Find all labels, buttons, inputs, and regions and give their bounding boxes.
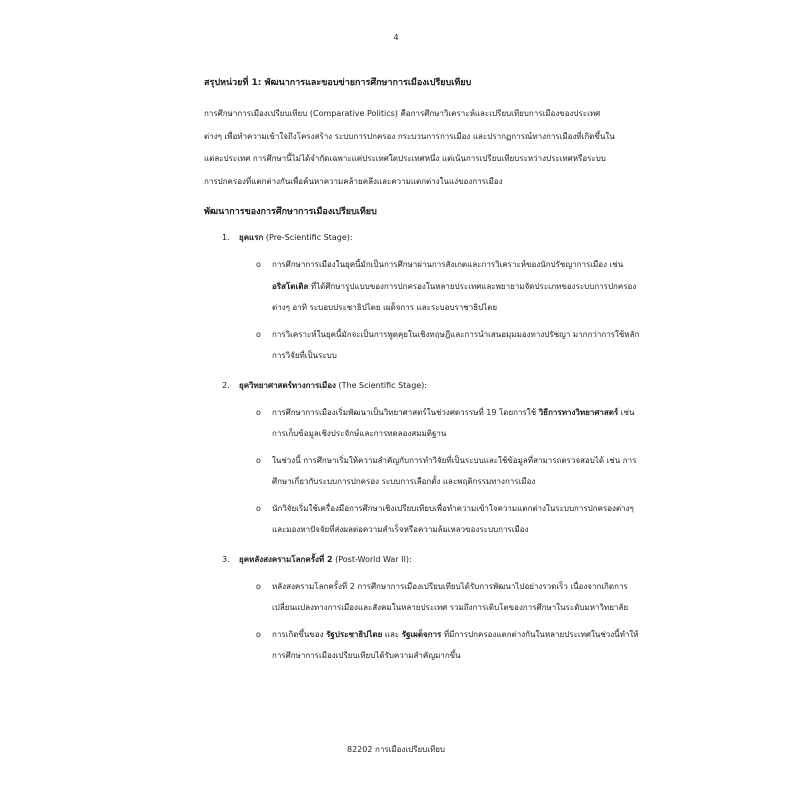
stage-number: 1. xyxy=(222,233,230,242)
bullet-bold-text: อริสโตเติล xyxy=(272,281,309,291)
intro-line: แต่ละประเทศ การศึกษานี้ไม่ได้จำกัดเฉพาะแค่ประเทศใดประเทศหนึ่ง แต่เน้นการเปรียบเทียบระหว่างประเทศหรือระบบ xyxy=(204,154,606,163)
stage-title-bold: ยุควิทยาศาสตร์ทางการเมือง xyxy=(239,380,336,390)
bullet-item xyxy=(204,324,644,367)
stage-title xyxy=(204,379,644,393)
bullet-text: เช่น การเก็บข้อมูลเชิงประจักษ์และการทดลองสมมติฐาน xyxy=(272,407,635,438)
intro-paragraph xyxy=(204,103,644,193)
bullet-bold-text: รัฐเผด็จการ xyxy=(401,629,442,639)
unit-summary-heading: สรุปหน่วยที่ 1: พัฒนาการและขอบข่ายการศึกษาการเมืองเปรียบเทียบ xyxy=(204,78,472,88)
stage-title xyxy=(204,553,644,567)
bullet-bold-text: วิธีการทางวิทยาศาสตร์ xyxy=(538,407,619,417)
bullet-text: ในช่วงนี้ การศึกษาเริ่มให้ความสำคัญกับการทำวิจัยที่เป็นระบบและใช้ข้อมูลที่สามารถตรวจสอบได้ เช่น การศึกษาเกี่ยวกับระบบการปกครอง ระบบการเลือกตั้ง และพฤติกรรมทางการเมือง xyxy=(272,455,637,486)
stage-3 xyxy=(204,553,644,667)
stage-1 xyxy=(204,231,644,367)
bullet-circle-icon: o xyxy=(256,407,261,417)
stage-title xyxy=(204,231,644,245)
bullet-item xyxy=(204,498,644,541)
intro-line: การปกครองที่แตกต่างกันเพื่อค้นหาความคล้ายคลึงและความแตกต่างในแง่ของการเมือง xyxy=(204,176,503,186)
stage-title-rest: (Post-World War II): xyxy=(332,554,412,564)
bullet-item xyxy=(204,450,644,493)
bullet-circle-icon: o xyxy=(256,629,261,639)
stage-title-bold: ยุคแรก xyxy=(239,233,264,242)
bullet-circle-icon: o xyxy=(256,503,261,513)
bullet-item xyxy=(204,402,644,445)
bullet-text: การศึกษาการเมืองในยุคนี้มักเป็นการศึกษาผ่านการสังเกตและการวิเคราะห์ของนักปรัชญาการเมือง เช่น xyxy=(272,260,624,269)
bullet-item xyxy=(204,576,644,619)
bullet-text: และ xyxy=(382,629,402,639)
bullet-item xyxy=(204,624,644,667)
section-heading: พัฒนาการของการศึกษาการเมืองเปรียบเทียบ xyxy=(204,207,377,217)
bullet-bold-text: รัฐประชาธิปไตย xyxy=(326,629,383,639)
bullet-circle-icon: o xyxy=(256,581,261,591)
bullet-item xyxy=(204,254,644,319)
stage-title-bold: ยุคหลังสงครามโลกครั้งที่ 2 xyxy=(239,554,333,564)
page-footer: 82202 การเมืองเปรียบเทียบ xyxy=(347,745,445,754)
bullet-circle-icon: o xyxy=(256,260,261,269)
bullet-text: ที่มีการปกครองแตกต่างกันในหลายประเทศในช่วงนี้ทำให้การศึกษาการเมืองเปรียบเทียบได้รับความสำคัญมากขึ้น xyxy=(272,629,639,660)
bullet-text: การศึกษาการเมืองเริ่มพัฒนาเป็นวิทยาศาสตร์ในช่วงศตวรรษที่ 19 โดยการใช้ xyxy=(272,407,539,417)
stage-2 xyxy=(204,379,644,541)
intro-line: ต่างๆ เพื่อทำความเข้าใจถึงโครงสร้าง ระบบการปกครอง กระบวนการการเมือง และปรากฏการณ์ทางการเมืองที่เกิดขึ้นใน xyxy=(204,131,615,141)
bullet-text: นักวิจัยเริ่มใช้เครื่องมือการศึกษาเชิงเปรียบเทียบเพื่อทำความเข้าใจความแตกต่างในระบบการปกครองต่างๆ และมองหาปัจจัยที่ส่งผลต่อความสำเร็จหรือความล้มเหลวของระบบการเมือง xyxy=(272,503,634,534)
stage-bullet-list xyxy=(204,402,644,541)
stage-bullet-list xyxy=(204,254,644,367)
bullet-text: การวิเคราะห์ในยุคนี้มักจะเป็นการพูดคุยในเชิงทฤษฎีและการนำเสนอมุมมองทางปรัชญา มากกว่าการใช้หลักการวิจัยที่เป็นระบบ xyxy=(272,329,640,360)
bullet-circle-icon: o xyxy=(256,455,261,465)
stage-number: 3. xyxy=(222,554,230,564)
stage-bullet-list xyxy=(204,576,644,667)
bullet-circle-icon: o xyxy=(256,329,261,339)
bullet-text: การเกิดขึ้นของ xyxy=(272,629,327,639)
document-body xyxy=(204,76,644,672)
stage-title-rest: (The Scientific Stage): xyxy=(335,380,428,390)
intro-line: การศึกษาการเมืองเปรียบเทียบ (Comparative Politics) คือการศึกษาวิเคราะห์และเปรียบเทียบการเมืองของประเทศ xyxy=(204,109,601,118)
bullet-text: ที่ได้ศึกษารูปแบบของการปกครองในหลายประเทศและพยายามจัดประเภทของระบบการปกครองต่างๆ อาทิ ระบอบประชาธิปไตย เผด็จการ และระบอบราชาธิปไตย xyxy=(272,281,637,312)
page-number: 4 xyxy=(393,33,399,42)
stage-title-rest: (Pre-Scientific Stage): xyxy=(263,233,353,242)
bullet-text: หลังสงครามโลกครั้งที่ 2 การศึกษาการเมืองเปรียบเทียบได้รับการพัฒนาไปอย่างรวดเร็ว เนื่องจากเกิดการเปลี่ยนแปลงทางการเมืองและสังคมในหลายประเทศ รวมถึงการเติบโตของการศึกษาในระดับมหาวิทยาลัย xyxy=(272,581,628,612)
stage-number: 2. xyxy=(222,380,230,390)
